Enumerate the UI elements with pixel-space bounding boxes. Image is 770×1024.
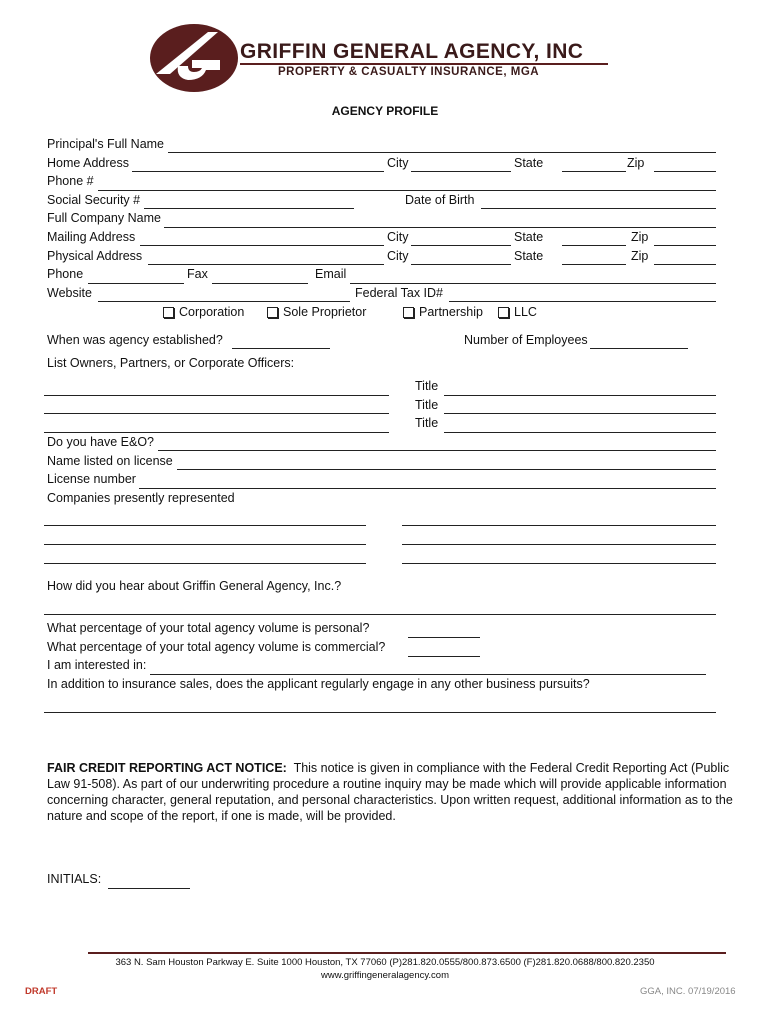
companies-label: Companies presently represented — [47, 491, 235, 505]
mailing-zip-label: Zip — [631, 230, 649, 244]
physical-state-label: State — [514, 249, 544, 263]
eo-label: Do you have E&O? — [47, 435, 155, 449]
phone-label: Phone — [47, 267, 84, 281]
partnership-checkbox[interactable] — [403, 307, 414, 318]
pct-commercial-label: What percentage of your total agency volume is commercial? — [47, 640, 386, 654]
mailing-state-field[interactable] — [562, 245, 626, 246]
name-on-license-label: Name listed on license — [47, 454, 173, 468]
mailing-address-label: Mailing Address — [47, 230, 136, 244]
owner-title-label-1: Title — [415, 379, 439, 393]
company-name-field[interactable] — [164, 227, 716, 228]
footer-address: 363 N. Sam Houston Parkway E. Suite 1000 Houston, TX 77060 (P)281.820.0555/800.873.6500 (F)281.820.0688/800.820.2350 — [115, 957, 655, 968]
physical-zip-label: Zip — [631, 249, 649, 263]
company-logo — [148, 22, 240, 94]
hear-about-label: How did you hear about Griffin General Agency, Inc.? — [47, 579, 342, 593]
company-field-6[interactable] — [402, 563, 716, 564]
corporation-label: Corporation — [179, 305, 245, 319]
home-state-field[interactable] — [562, 171, 626, 172]
established-label: When was agency established? — [47, 333, 223, 347]
dob-field[interactable] — [481, 208, 716, 209]
home-state-label: State — [514, 156, 544, 170]
footer-rule — [88, 952, 726, 954]
employees-label: Number of Employees — [464, 333, 588, 347]
fax-field[interactable] — [212, 283, 308, 284]
company-field-5[interactable] — [44, 563, 366, 564]
phone-field[interactable] — [88, 283, 184, 284]
owner-name-field-3[interactable] — [44, 432, 389, 433]
sole-proprietor-checkbox[interactable] — [267, 307, 278, 318]
home-address-field[interactable] — [132, 171, 384, 172]
owner-title-field-1[interactable] — [444, 395, 716, 396]
revision-label: GGA, INC. 07/19/2016 — [640, 986, 736, 997]
mailing-zip-field[interactable] — [654, 245, 716, 246]
company-name: GRIFFIN GENERAL AGENCY, INC — [240, 40, 584, 63]
phone-hash-label: Phone # — [47, 174, 94, 188]
physical-state-field[interactable] — [562, 264, 626, 265]
federal-tax-field[interactable] — [449, 301, 716, 302]
owners-label: List Owners, Partners, or Corporate Officers: — [47, 356, 295, 370]
other-business-field[interactable] — [44, 712, 716, 713]
pct-commercial-field[interactable] — [408, 656, 480, 657]
pct-personal-label: What percentage of your total agency volume is personal? — [47, 621, 370, 635]
home-zip-label: Zip — [627, 156, 645, 170]
fcra-notice — [47, 760, 737, 824]
dob-label: Date of Birth — [405, 193, 475, 207]
initials-label: INITIALS: — [47, 872, 102, 886]
license-number-label: License number — [47, 472, 136, 486]
form-title: AGENCY PROFILE — [331, 104, 439, 118]
principal-name-field[interactable] — [168, 152, 716, 153]
company-field-1[interactable] — [44, 525, 366, 526]
home-zip-field[interactable] — [654, 171, 716, 172]
website-label: Website — [47, 286, 92, 300]
fax-label: Fax — [187, 267, 208, 281]
eo-field[interactable] — [158, 450, 716, 451]
company-name-label: Full Company Name — [47, 211, 161, 225]
fcra-notice-heading: FAIR CREDIT REPORTING ACT NOTICE: — [47, 761, 287, 775]
home-address-label: Home Address — [47, 156, 129, 170]
pct-personal-field[interactable] — [408, 637, 480, 638]
employees-field[interactable] — [590, 348, 688, 349]
partnership-label: Partnership — [419, 305, 483, 319]
physical-address-field[interactable] — [148, 264, 384, 265]
owner-title-field-2[interactable] — [444, 413, 716, 414]
footer-website[interactable]: www.griffingeneralagency.com — [321, 970, 449, 981]
corporation-checkbox[interactable] — [163, 307, 174, 318]
sole-proprietor-label: Sole Proprietor — [283, 305, 367, 319]
physical-address-label: Physical Address — [47, 249, 143, 263]
company-field-3[interactable] — [44, 544, 366, 545]
federal-tax-label: Federal Tax ID# — [355, 286, 444, 300]
owner-title-field-3[interactable] — [444, 432, 716, 433]
home-city-field[interactable] — [411, 171, 511, 172]
initials-field[interactable] — [108, 888, 190, 889]
draft-label: DRAFT — [25, 986, 58, 997]
interested-in-field[interactable] — [150, 674, 706, 675]
llc-label: LLC — [514, 305, 537, 319]
email-field[interactable] — [350, 283, 716, 284]
interested-in-label: I am interested in: — [47, 658, 147, 672]
other-business-label: In addition to insurance sales, does the applicant regularly engage in any other business pursuits? — [47, 677, 590, 691]
company-subtitle: PROPERTY & CASUALTY INSURANCE, MGA — [278, 66, 540, 78]
owner-title-label-2: Title — [415, 398, 439, 412]
license-number-field[interactable] — [139, 488, 716, 489]
owner-title-label-3: Title — [415, 416, 439, 430]
website-field[interactable] — [98, 301, 350, 302]
owner-name-field-2[interactable] — [44, 413, 389, 414]
fcra-notice-body: This notice is given in compliance with the Federal Credit Reporting Act (Public Law 91-508). As part of our underwriting procedure a routine inquiry may be made which will provide applicable information concerning character, general reputation, and personal characteristics. Upon written request, additional information as to the nature and scope of the report, if one is made, will be provided. — [47, 761, 733, 823]
physical-city-label: City — [387, 249, 409, 263]
logo-underline — [240, 63, 608, 65]
email-label: Email — [315, 267, 347, 281]
company-field-4[interactable] — [402, 544, 716, 545]
owner-name-field-1[interactable] — [44, 395, 389, 396]
mailing-city-label: City — [387, 230, 409, 244]
ssn-label: Social Security # — [47, 193, 141, 207]
mailing-address-field[interactable] — [140, 245, 384, 246]
ssn-field[interactable] — [144, 208, 354, 209]
phone-hash-field[interactable] — [98, 190, 716, 191]
company-field-2[interactable] — [402, 525, 716, 526]
principal-name-label: Principal's Full Name — [47, 137, 165, 151]
llc-checkbox[interactable] — [498, 307, 509, 318]
mailing-state-label: State — [514, 230, 544, 244]
physical-zip-field[interactable] — [654, 264, 716, 265]
established-field[interactable] — [232, 348, 330, 349]
mailing-city-field[interactable] — [411, 245, 511, 246]
home-city-label: City — [387, 156, 409, 170]
hear-about-field[interactable] — [44, 614, 716, 615]
physical-city-field[interactable] — [411, 264, 511, 265]
name-on-license-field[interactable] — [177, 469, 716, 470]
